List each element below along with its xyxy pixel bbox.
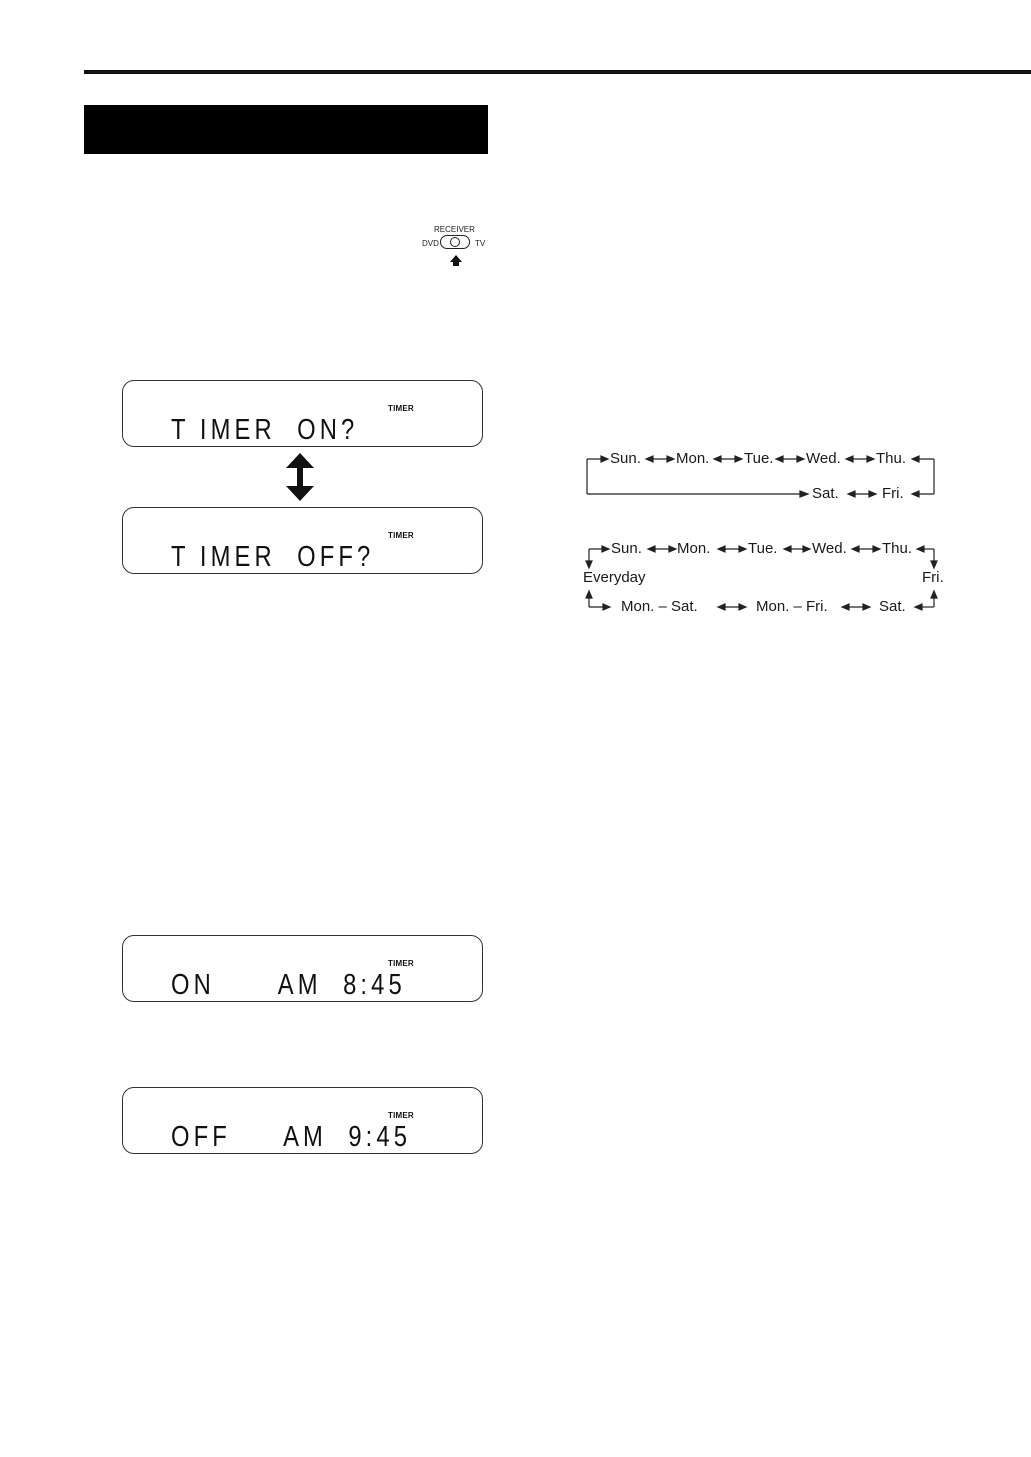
day-thu: Thu. xyxy=(882,540,913,557)
switch-knob xyxy=(450,237,460,247)
day-sun: Sun. xyxy=(611,540,642,557)
section-title-bar xyxy=(84,105,488,154)
double-arrow-icon xyxy=(286,453,314,501)
receiver-label: RECEIVER xyxy=(434,225,475,234)
lcd-display-timer-off xyxy=(122,507,483,574)
range-mon-fri: Mon. – Fri. xyxy=(756,598,828,615)
day-sat: Sat. xyxy=(879,598,906,615)
display-text: T IMER ON? xyxy=(171,414,359,446)
day-thu: Thu. xyxy=(876,450,907,467)
day-fri: Fri. xyxy=(882,485,904,502)
day-cycle-diagram-2 xyxy=(582,538,952,620)
day-wed: Wed. xyxy=(812,540,847,557)
header-rule xyxy=(84,70,1031,74)
timer-indicator: TIMER xyxy=(388,959,414,968)
lcd-display-off-time xyxy=(122,1087,483,1154)
day-cycle-diagram-1 xyxy=(586,448,946,508)
day-mon: Mon. xyxy=(676,450,710,467)
day-tue: Tue. xyxy=(748,540,778,557)
range-mon-sat: Mon. – Sat. xyxy=(621,598,698,615)
day-wed: Wed. xyxy=(806,450,841,467)
tv-label: TV xyxy=(475,239,486,248)
up-arrow-stem xyxy=(453,261,459,266)
lcd-display-timer-on xyxy=(122,380,483,447)
day-sat: Sat. xyxy=(812,485,839,502)
timer-indicator: TIMER xyxy=(388,404,414,413)
day-sun: Sun. xyxy=(610,450,641,467)
display-text: OFF AM 9:45 xyxy=(171,1121,412,1153)
dvd-label: DVD xyxy=(422,239,439,248)
day-fri: Fri. xyxy=(922,569,944,586)
timer-indicator: TIMER xyxy=(388,1111,414,1120)
lcd-display-on-time xyxy=(122,935,483,1002)
display-text: ON AM 8:45 xyxy=(171,969,406,1001)
display-text: T IMER OFF? xyxy=(171,541,375,573)
mode-switch-illustration xyxy=(422,226,488,270)
timer-indicator: TIMER xyxy=(388,531,414,540)
everyday-label: Everyday xyxy=(583,569,646,586)
day-tue: Tue. xyxy=(744,450,774,467)
day-mon: Mon. xyxy=(677,540,711,557)
